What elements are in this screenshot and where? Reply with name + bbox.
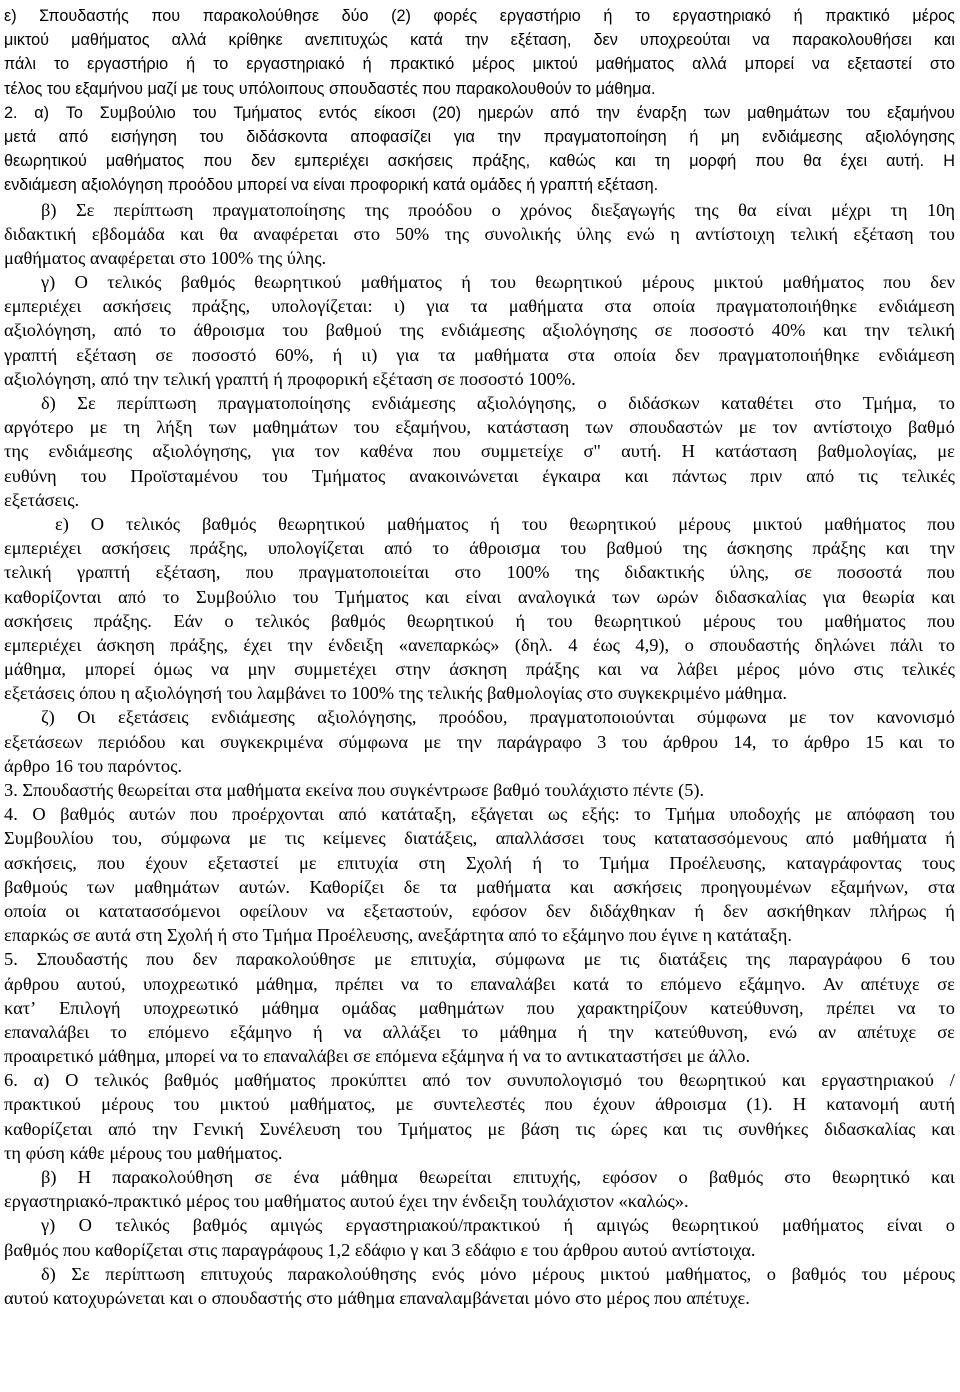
text-line: διδακτική εβδομάδα και θα αναφέρεται στο 50% της συνολικής ύλης ενώ η αντίστοιχη τελική εξέταση του xyxy=(4,223,955,244)
text-line: εμπεριέχει ασκήσεις πράξης, υπολογίζεται: ι) για τα μαθήματα στα οποία πραγματοποιήθηκε ενδιάμεση xyxy=(4,296,955,317)
text-line: επαναλάβει το επόμενο εξάμηνο ή να αλλάξει το μάθημα ή την κατεύθυνση, ενώ αν απέτυχε σε xyxy=(4,1021,955,1042)
text-line: μετά από εισήγηση του διδάσκοντα αποφασίζει για την πραγματοποίηση ή μη ενδιάμεσης αξιολόγησης xyxy=(4,127,955,146)
text-line: μικτού μαθήματος αλλά κρίθηκε ανεπιτυχώς κατά την εξέταση, δεν υποχρεούται να παρακολουθήσει και xyxy=(4,31,955,50)
paragraph-p-2c xyxy=(4,270,955,391)
text-line: μαθήματος αναφέρεται στο 100% της ύλης. xyxy=(4,247,327,268)
text-line: αξιολόγηση, από το άθροισμα του βαθμού της ενδιάμεσης αξιολόγησης σε ποσοστό 40% και την τελική xyxy=(4,320,955,341)
text-line: τέλος του εξαμήνου μαζί με τους υπόλοιπους σπουδαστές που παρακολουθούν το μάθημα. xyxy=(4,79,656,98)
text-line: αξιολόγηση, από την τελική γραπτή ή προφορική εξέταση σε ποσοστό 100%. xyxy=(4,368,576,389)
paragraph-p-6c xyxy=(4,1213,955,1261)
text-line: κατ’ Επιλογή υποχρεωτικό μάθημα ομάδας μαθημάτων που χαρακτηρίζουν κατεύθυνση, πρέπει να το xyxy=(4,997,955,1018)
paragraph-p-3 xyxy=(4,778,955,802)
paragraph-p-2d xyxy=(4,391,955,512)
text-line: 5. Σπουδαστής που δεν παρακολούθησε με επιτυχία, σύμφωνα με τις διατάξεις της παραγράφου 6 του xyxy=(4,949,955,970)
text-line: β) Σε περίπτωση πραγματοποίησης της προόδου ο χρόνος διεξαγωγής της θα είναι μέχρι τη 10η xyxy=(41,199,955,220)
text-line: ε) Σπουδαστής που παρακολούθησε δύο (2) φορές εργαστήριο ή το εργαστηριακό ή πρακτικό μέρος xyxy=(4,7,955,25)
text-line: β) Η παρακολούθηση σε ένα μάθημα θεωρείται επιτυχής, εφόσον ο βαθμός στο θεωρητικό και xyxy=(41,1167,955,1187)
text-line: δ) Σε περίπτωση πραγματοποίησης ενδιάμεσης αξιολόγησης, ο διδάσκων καταθέτει στο Τμήμα, το xyxy=(41,393,955,413)
text-line: αυτού κατοχυρώνεται και ο σπουδαστής στο μάθημα επαναλαμβάνεται μόνο στο μέρος που απέτυχε. xyxy=(4,1287,750,1308)
paragraph-p-6a xyxy=(4,1068,955,1165)
text-line: γραπτή εξέταση σε ποσοστό 60%, ή ιι) για τα μαθήματα στα οποία δεν πραγματοποιήθηκε ενδιάμεση xyxy=(4,344,955,365)
text-line: προαιρετικό μάθημα, μπορεί να το επαναλάβει σε επόμενα εξάμηνα ή να το αντικαταστήσει με άλλο. xyxy=(4,1046,751,1067)
text-line: καθορίζεται από την Γενική Συνέλευση του Τμήματος με βάση τις ώρες και τις συνθήκες διδασκαλίας και xyxy=(4,1118,955,1139)
text-line: 6. α) Ο τελικός βαθμός μαθήματος προκύπτει από τον συνυπολογισμό του θεωρητικού και εργαστηριακού / xyxy=(4,1070,955,1091)
text-line: βαθμός που καθορίζεται στις παραγράφους 1,2 εδάφιο γ και 3 εδάφιο ε του άρθρου αυτού αντίστοιχα. xyxy=(4,1239,756,1260)
paragraph-p-2b xyxy=(4,198,955,271)
text-line: δ) Σε περίπτωση επιτυχούς παρακολούθησης ενός μόνο μέρους μικτού μαθήματος, ο βαθμός του μέρους xyxy=(41,1263,955,1284)
paragraph-p-2e xyxy=(4,512,955,706)
text-line: Συμβουλίου του, σύμφωνα με τις κείμενες διατάξεις, απαλλάσσει τους κατατασσόμενους από μαθήματα ή xyxy=(4,828,955,849)
text-line: εργαστηριακό-πρακτικό μέρος του μαθήματος αυτού έχει την ένδειξη τουλάχιστον «καλώς». xyxy=(4,1191,689,1212)
text-line: οποία οι κατατασσόμενοι οφείλουν να εξεταστούν, εφόσον δεν διδάχθηκαν ή δεν ασκήθηκαν πλήρως ή xyxy=(4,900,955,921)
text-line: ε) Ο τελικός βαθμός θεωρητικού μαθήματος ή του θεωρητικού μέρους μικτού μαθήματος που xyxy=(55,513,955,534)
text-line: εξετάσεων περιόδου και συγκεκριμένα σύμφωνα με την παράγραφο 3 του άρθρου 14, το άρθρο 15 και το xyxy=(4,731,955,752)
paragraph-p-4 xyxy=(4,802,955,947)
text-line: ασκήσεις, που έχουν εξεταστεί με επιτυχία στη Σχολή ή το Τμήμα Προέλευσης, καταγράφοντας τους xyxy=(4,852,955,873)
paragraph-p-e-first xyxy=(4,4,955,101)
text-line: εμπεριέχει ασκήσεις πράξης, υπολογίζεται από το άθροισμα του βαθμού της άσκησης πράξης και την xyxy=(4,538,955,559)
text-line: ευθύνη του Προϊσταμένου του Τμήματος ανακοινώνεται έγκαιρα και πάντως πριν από τις τελικές xyxy=(4,465,955,486)
paragraph-p-6b xyxy=(4,1165,955,1213)
text-line: μάθημα, μπορεί όμως να μην συμμετέχει στην άσκηση πράξης και να λάβει μέρος μόνο στις τελικές xyxy=(4,659,955,680)
text-line: γ) Ο τελικός βαθμός θεωρητικού μαθήματος ή του θεωρητικού μέρους μικτού μαθήματος που δεν xyxy=(41,272,955,293)
paragraph-p-2z xyxy=(4,705,955,778)
text-line: ασκήσεις πράξης. Εάν ο τελικός βαθμός θεωρητικού ή του θεωρητικού μέρους του μαθήματος που xyxy=(4,610,955,631)
paragraph-p-5 xyxy=(4,947,955,1068)
paragraph-p-2a xyxy=(4,101,955,198)
text-line: γ) Ο τελικός βαθμός αμιγώς εργαστηριακού/πρακτικού ή αμιγώς θεωρητικού μαθήματος είναι ο xyxy=(41,1215,955,1236)
text-line: τελική γραπτή εξέταση, που πραγματοποιείται στο 100% της διδακτικής ύλης, σε ποσοστά που xyxy=(4,562,955,583)
text-line: ενδιάμεση αξιολόγηση προόδου μπορεί να είναι προφορική κατά ομάδες ή γραπτή εξέταση. xyxy=(4,176,659,195)
text-line: βαθμούς των μαθημάτων αυτών. Καθορίζει δε τα μαθήματα και ασκήσεις προηγουμένων εξαμήνων, στα xyxy=(4,876,955,897)
text-line: καθορίζονται από το Συμβούλιο του Τμήματος και είναι αναλογικά των ωρών διδασκαλίας για θεωρία και xyxy=(4,586,955,607)
text-line: επαρκώς σε αυτά στη Σχολή ή στο Τμήμα Προέλευσης, ανεξάρτητα από το εξάμηνο που έγινε η κατάταξη. xyxy=(4,925,792,946)
text-line: εμπεριέχει άσκηση πράξης, έχει την ένδειξη «ανεπαρκώς» (δηλ. 4 έως 4,9), ο σπουδαστής δηλώνει πάλι το xyxy=(4,634,955,655)
text-line: αργότερο με τη λήξη των μαθημάτων του εξαμήνου, κατάσταση των σπουδαστών με τον αντίστοιχο βαθμό xyxy=(4,417,955,438)
text-line: ζ) Οι εξετάσεις ενδιάμεσης αξιολόγησης, προόδου, πραγματοποιούνται σύμφωνα με τον κανονισμό xyxy=(41,707,955,728)
text-line: 4. Ο βαθμός αυτών που προέρχονται από κατάταξη, εξάγεται ως εξής: το Τμήμα υποδοχής με απόφαση του xyxy=(4,804,955,825)
text-line: εξετάσεις όπου η αξιολόγησή του λαμβάνει το 100% της τελικής βαθμολογίας στο συγκεκριμένο μάθημα. xyxy=(4,683,787,704)
text-line: θεωρητικού μαθήματος που δεν εμπεριέχει ασκήσεις πράξης, καθώς και τη μορφή που θα έχει αυτή. Η xyxy=(4,152,955,171)
text-line: πρακτικού μέρους του μικτού μαθήματος, με συντελεστές που έχουν άθροισμα (1). Η κατανομή αυτή xyxy=(4,1094,955,1115)
text-line: πάλι το εργαστήριο ή το εργαστηριακό ή πρακτικό μέρος μικτού μαθήματος αλλά μπορεί να εξεταστεί στο xyxy=(4,55,955,74)
text-line: άρθρο 16 του παρόντος. xyxy=(4,755,182,776)
text-line: 2. α) Το Συμβούλιο του Τμήματος εντός είκοσι (20) ημερών από την έναρξη των μαθημάτων του εξαμήνου xyxy=(4,103,955,122)
paragraph-p-6d xyxy=(4,1262,955,1310)
text-line: της ενδιάμεσης αξιολόγησης, για τον καθένα που συμμετείχε σ" αυτή. Η κατάσταση βαθμολογίας, με xyxy=(4,441,955,462)
text-line: εξετάσεις. xyxy=(4,489,80,510)
text-line: 3. Σπουδαστής θεωρείται στα μαθήματα εκείνα που συγκέντρωσε βαθμό τουλάχιστο πέντε (5). xyxy=(4,780,705,800)
text-line: τη φύση κάθε μέρους του μαθήματος. xyxy=(4,1142,283,1163)
text-line: άρθρου αυτού, υποχρεωτικό μάθημα, πρέπει να το επαναλάβει κατά το επόμενο εξάμηνο. Αν απέτυχε σε xyxy=(4,973,955,994)
